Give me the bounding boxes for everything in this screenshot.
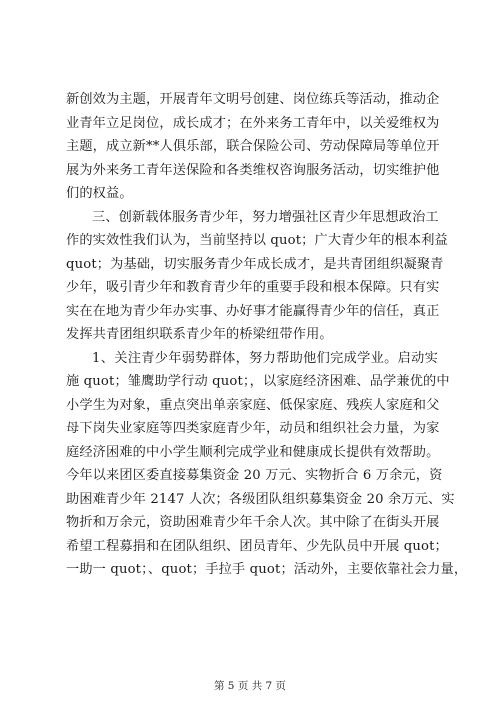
text-line: 实在在地为青少年办实事、办好事才能赢得青少年的信任，真正 [66, 303, 440, 319]
page-number: 第 5 页 共 7 页 [213, 680, 287, 692]
text-line: 业青年立足岗位，成长成才；在外来务工青年中，以关爱维权为 [66, 115, 440, 131]
text-line: 们的权益。 [66, 186, 133, 201]
text-line: 施 quot；雏鹰助学行动 quot；，以家庭经济困难、品学兼优的中 [66, 374, 450, 389]
text-line: 一助一 quot；、quot；手拉手 quot；活动外，主要依靠社会力量， [66, 562, 468, 577]
text-line: 展为外来务工青年送保险和各类维权咨询服务活动，切实维护他 [66, 162, 440, 178]
text-line: 新创效为主题，开展青年文明号创建、岗位练兵等活动，推动企 [66, 92, 440, 107]
text-line: 物折和万余元，资助困难青少年千余人次。其中除了在街头开展 [66, 515, 440, 530]
text-line: 今年以来团区委直接募集资金 20 万元、实物折合 6 万余元，资 [66, 468, 443, 483]
text-line: 助困难青少年 2147 人次；各级团队组织募集资金 20 余万元、实 [66, 491, 455, 507]
section-heading-line: 三、创新载体服务青少年，努力增强社区青少年思想政治工 [92, 209, 439, 225]
text-line: 少年，吸引青少年和教育青少年的重要手段和根本保障。只有实 [66, 280, 440, 295]
text-line: 发挥共青团组织联系青少年的桥梁纽带作用。 [66, 327, 333, 342]
text-line: 作的实效性我们认为，当前坚持以 quot；广大青少年的根本利益 [66, 233, 448, 248]
text-line: 小学生为对象，重点突出单亲家庭、低保家庭、残疾人家庭和父 [66, 397, 440, 413]
subsection-heading-line: 1、关注青少年弱势群体，努力帮助他们完成学业。启动实 [92, 350, 438, 366]
text-line: quot；为基础，切实服务青少年成长成才，是共青团组织凝聚青 [66, 256, 444, 272]
text-line: 希望工程募捐和在团队组织、团员青年、少先队员中开展 quot； [66, 538, 448, 554]
text-line: 母下岗失业家庭等四类家庭青少年，动员和组织社会力量，为家 [66, 421, 440, 436]
text-line: 主题，成立新**人俱乐部，联合保险公司、劳动保障局等单位开 [66, 139, 440, 154]
text-line: 庭经济困难的中小学生顺利完成学业和健康成长提供有效帮助。 [66, 444, 440, 460]
document-body [66, 88, 468, 582]
